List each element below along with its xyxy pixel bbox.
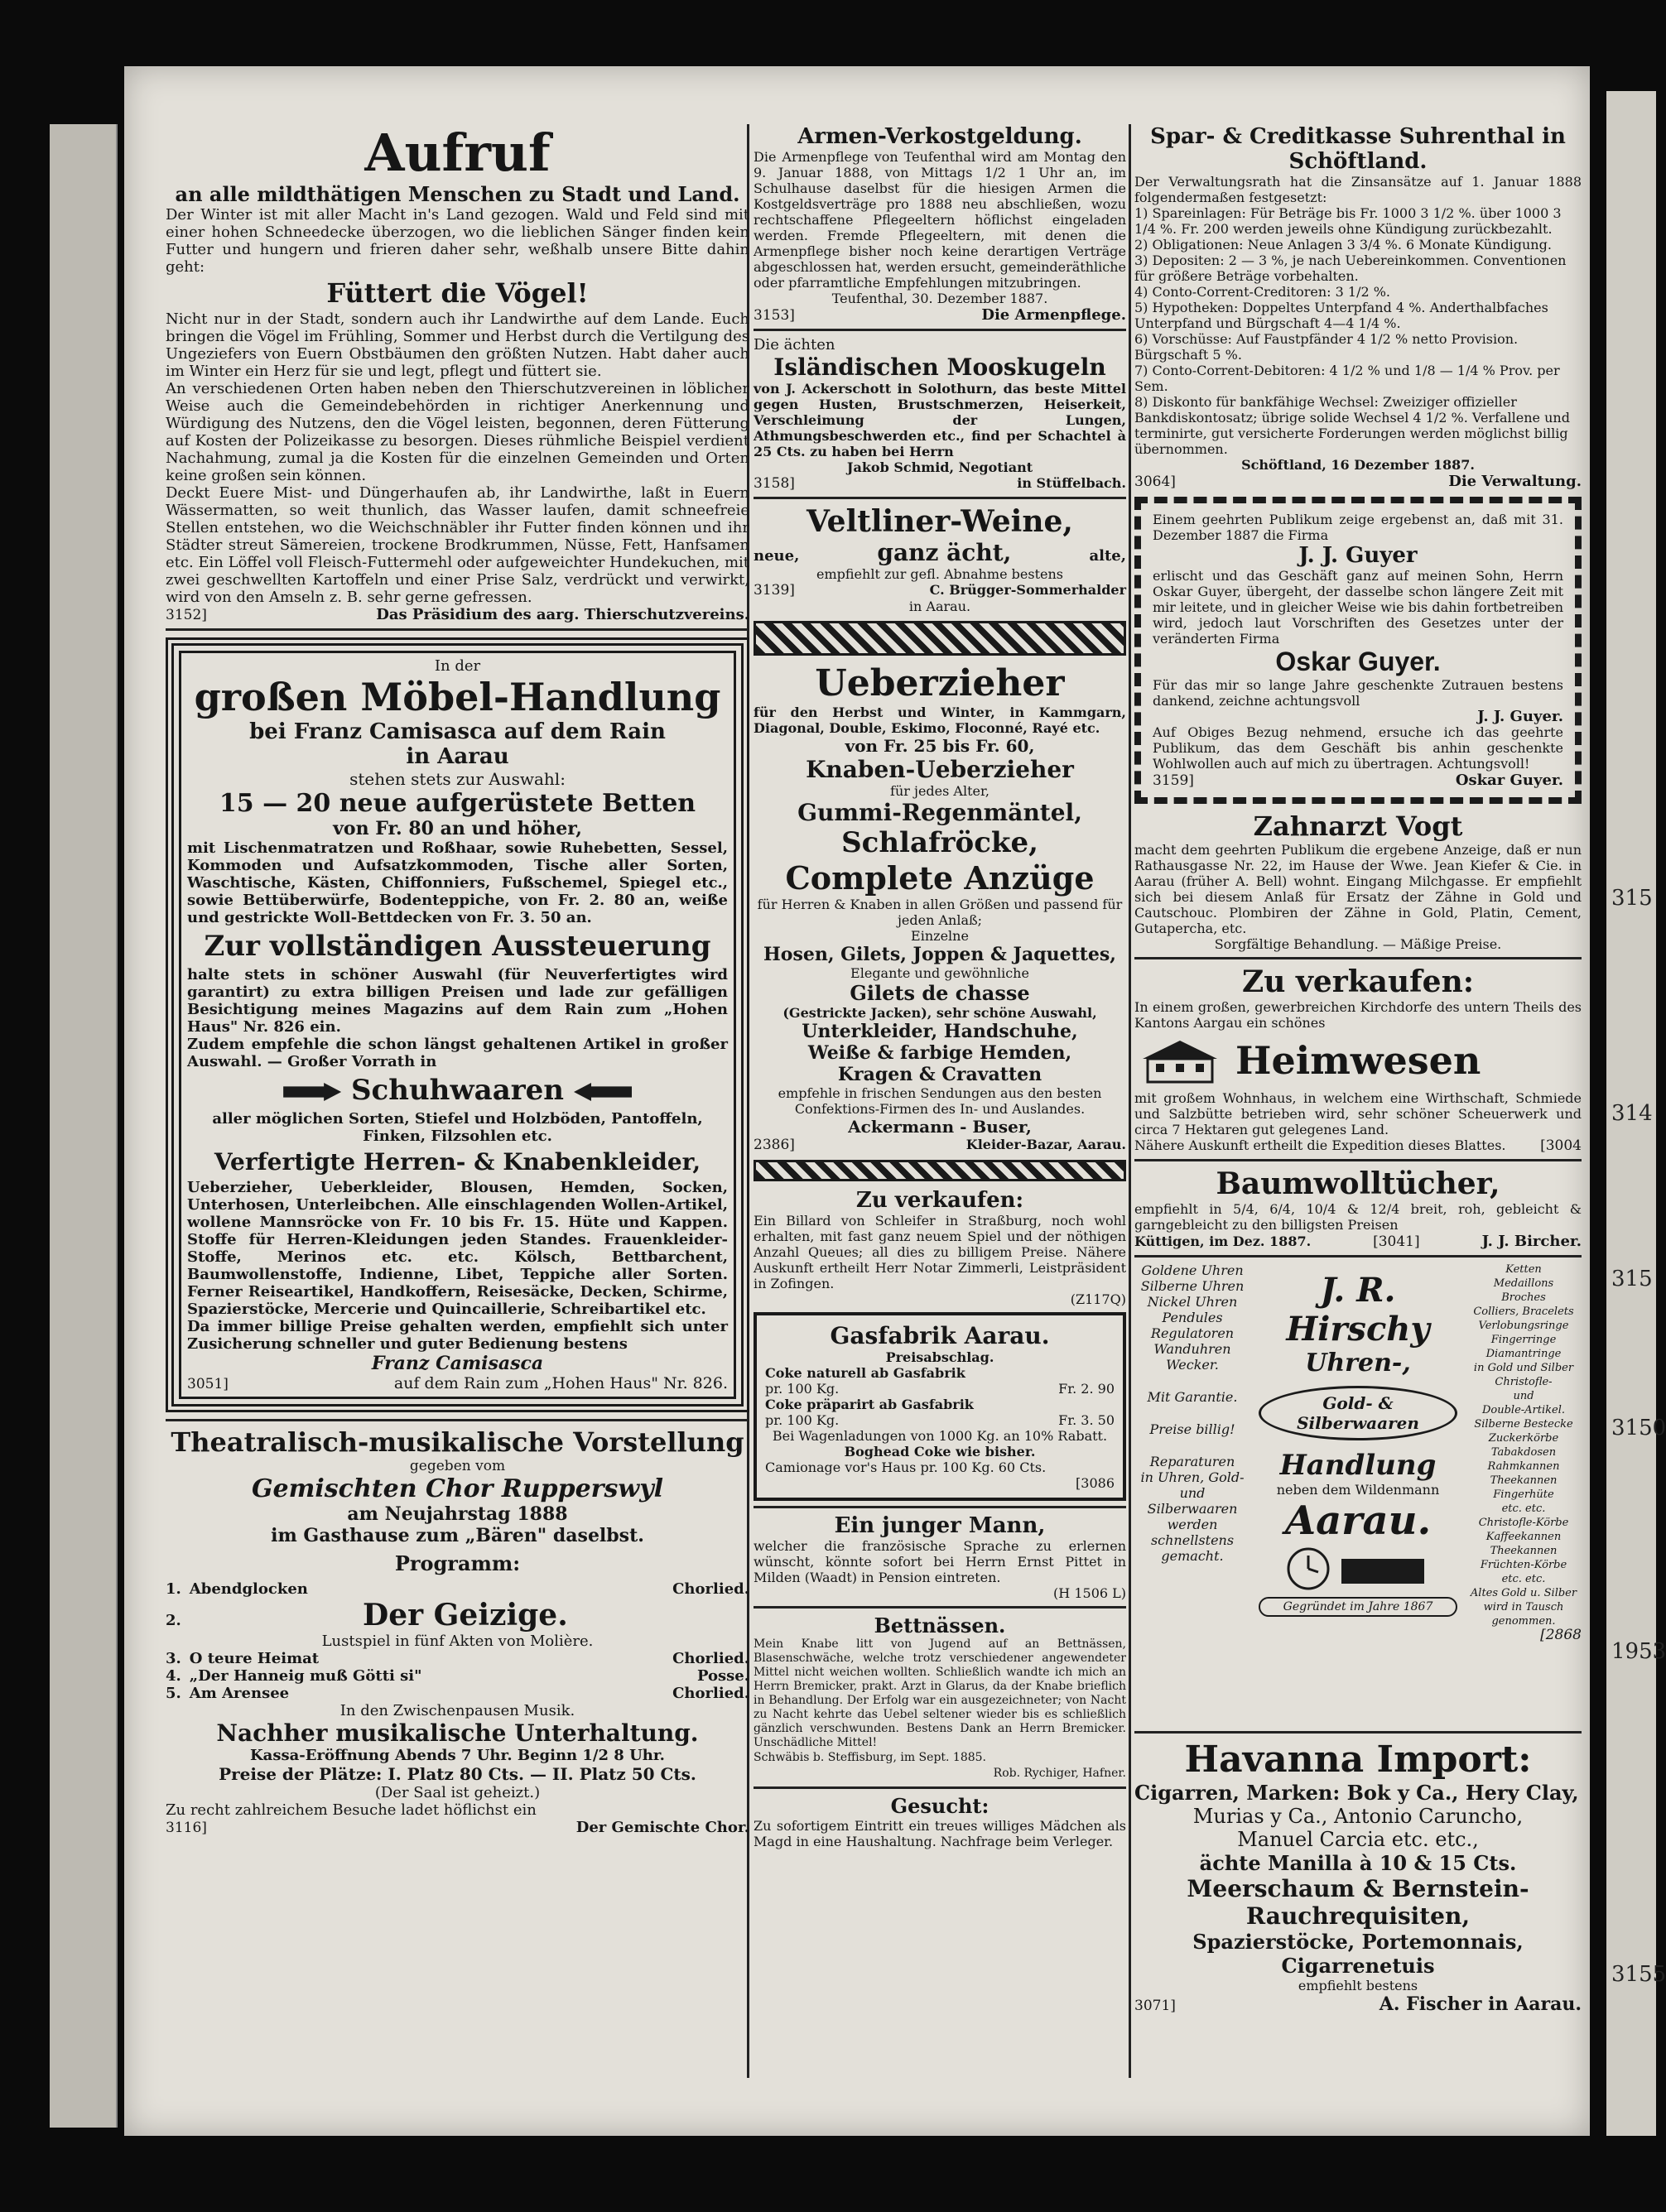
ueberzieher-suits: Complete Anzüge [785, 859, 1095, 897]
spar-item: 4) Conto-Corrent-Creditoren: 3 1/2 %. [1134, 284, 1391, 300]
veltliner-seller: C. Brügger-Sommerhalder [929, 582, 1126, 598]
havanna-title: Havanna Import: [1184, 1738, 1532, 1781]
clock-icon [1275, 1544, 1441, 1594]
armen-signature: Die Armenpflege. [981, 306, 1126, 324]
spar-intro: Der Verwaltungsrath hat die Zinsansätze auf 1. Januar 1888 folgendermaßen festgesetzt: [1134, 174, 1582, 205]
aufruf-subtitle: an alle mildthätigen Menschen zu Stadt und Land. [175, 182, 740, 206]
theater-place: im Gasthause zum „Bären" daselbst. [271, 1525, 644, 1546]
theater-after: Nachher musikalische Unterhaltung. [216, 1719, 699, 1747]
hirschy-item: und [1513, 1390, 1534, 1402]
program-note: Lustspiel in fünf Akten von Molière. [321, 1633, 594, 1650]
hirschy-item: in Gold und Silber [1473, 1362, 1574, 1374]
hirschy-item: Christofle- [1495, 1376, 1553, 1388]
billard-title: Zu verkaufen: [855, 1188, 1024, 1213]
theater-doors: Kassa-Eröffnung Abends 7 Uhr. Beginn 1/2 8 Uhr. [250, 1747, 665, 1764]
moebel-ad [166, 637, 749, 1412]
hirschy-item: Theekannen [1490, 1545, 1558, 1557]
aufruf-title: Aufruf [364, 123, 551, 183]
spar-item: 2) Obligationen: Neue Anlagen 3 3/4 %. 6 Monate Kündigung. [1134, 237, 1552, 252]
gas-row [765, 1365, 1115, 1381]
gas-discount: Bei Wagenladungen von 1000 Kg. an 10% Rabatt. [772, 1428, 1108, 1444]
ueberzieher-shirts: Weiße & farbige Hemden, [807, 1042, 1072, 1064]
program-number: 2. [166, 1612, 181, 1629]
hirschy-emblem [1259, 1271, 1457, 1617]
havanna-line: Cigarren, Marken: Bok y Ca., Hery Clay, [1134, 1781, 1579, 1805]
gas-item: pr. 100 Kg. [765, 1381, 840, 1397]
heim-body: mit großem Wohnhaus, in welchem eine Wirthschaft, Schmiede und Salzbütte betrieben wird, sehr schöner Scheuerwerk und circa 7 Hektaren gut gelegenes Land. [1134, 1090, 1582, 1137]
havanna-ad [1134, 1738, 1582, 2015]
divider [1134, 1159, 1582, 1161]
aufruf-paragraph: Deckt Euere Mist- und Düngerhaufen ab, ihr Landwirthe, laßt in Euern Wässermatten, so weit thunlich, das Wasser laufen, damit schneefreie Stellen entstehen, wo die Weichschnäbler ihr Futter finden können und ihr Städter streut Sämereien, trockene Brodkrummen, Nüsse, Fett, Hanfsamen etc. Ein Löffel voll Fleisch-Futtermehl oder aufgeweichter Hundekuchen, mit zwei geschwellten Kartoffeln und einer Prise Salz, verdrückt und verwirkt, wird von den Amseln z. B. sehr gerne gefressen. [166, 484, 749, 606]
divider [754, 497, 1126, 499]
aufruf-slogan: Füttert die Vögel! [326, 277, 589, 309]
vogt-ad [1134, 810, 1582, 952]
hirschy-item: werden [1167, 1517, 1218, 1532]
hirschy-item: Wecker. [1166, 1357, 1219, 1373]
newspaper-page [124, 66, 1590, 2136]
gas-delivery: Camionage vor's Haus pr. 100 Kg. 60 Cts. [765, 1459, 1047, 1475]
baumwoll-signer: J. J. Bircher. [1481, 1233, 1582, 1250]
pointing-hand-icon [574, 1083, 632, 1101]
vogt-foot: Sorgfältige Behandlung. — Mäßige Preise. [1214, 936, 1502, 952]
moebel-shoes-label: Schuhwaaren [350, 1074, 564, 1107]
spar-place-date: Schöftland, 16 Dezember 1887. [1241, 457, 1475, 473]
ueberzieher-items: Hosen, Gilets, Joppen & Jaquettes, [763, 944, 1116, 965]
havanna-line: Manuel Carcia etc. etc., [1237, 1828, 1479, 1851]
ad-reference: [3004 [1540, 1137, 1582, 1154]
ornamental-banner [754, 621, 1126, 656]
spar-signature: Die Verwaltung. [1448, 473, 1582, 490]
divider [754, 1506, 1126, 1508]
hirschy-item: in Uhren, Gold- [1140, 1469, 1245, 1485]
aufruf-paragraph: Nicht nur in der Stadt, sondern auch ihr Landwirthe auf dem Lande. Euch bringen die Vögel im Frühling, Sommer und Herbst durch die Vertilgung des Ungeziefers von Euern Obstbäumen den größten Nutzen. Habt daher auch im Winter ein Herz für sie und legt, pflegt und füttert sie. [166, 310, 749, 380]
previous-page-edge [50, 124, 118, 2128]
mann-title: Ein junger Mann, [834, 1513, 1046, 1538]
moos-seller: Jakob Schmid, Negotiant [846, 459, 1033, 475]
moebel-text: halte stets in schöner Auswahl (für Neuverfertigtes wird garantirt) zu extra billigen Preisen und lade zur gefälligen Besichtigung meines Magazins auf dem Rain zum „Hohen Haus" Nr. 826 ein. [187, 966, 728, 1036]
vogt-body: macht dem geehrten Publikum die ergebene Anzeige, daß er nun Rathausgasse Nr. 22, im Hause der Wwe. Jean Kiefer & Cie. in Aarau (früher A. Bell) wohnt. Eingang Milchgasse. Er empfiehlt sich bei diesem Anlaß für Ersatz der Zähne in Gold und Cautschouc. Plombiren der Zähne in Gold, Platin, Cement, Gutapercha, etc. [1134, 842, 1582, 936]
billard-ad [754, 1188, 1126, 1307]
theater-choir: Gemischten Chor Rupperswyl [251, 1474, 664, 1503]
hirschy-item: Double-Artikel. [1481, 1404, 1566, 1416]
ad-reference: 3064] [1134, 474, 1176, 490]
hirschy-item: Ketten [1505, 1263, 1542, 1276]
program-type: Chorlied. [672, 1580, 749, 1598]
hirschy-item: Goldene Uhren [1141, 1262, 1244, 1278]
heim-intro: In einem großen, gewerbreichen Kirchdorfe des untern Theils des Kantons Aargau ein schönes [1134, 999, 1582, 1031]
moebel-text: Zudem empfehle die schon längst gehaltenen Artikel in großer Auswahl. — Großer Vorrath in [187, 1036, 728, 1070]
column-1 [166, 124, 749, 1836]
bett-body: Mein Knabe litt von Jugend auf an Bettnässen, Blasenschwäche, welche trotz verschiedener angewendeter Mittel nicht weichen wollten. Schließlich wandte ich mich an Herrn Bremicker, prakt. Arzt in Glarus, da der Knabe brieflich in Behandlung. Der Erfolg war ein ausgezeichneter; von Nacht zu Nacht kehrte das Uebel seltener wieder bis es schließlich gänzlich verschwunden. Bestens Dank an Herrn Bremicker. Unschädliche Mittel! [754, 1637, 1126, 1749]
theater-interval: In den Zwischenpausen Musik. [339, 1702, 575, 1719]
hirschy-item: genommen. [1491, 1615, 1556, 1628]
gas-title: Gasfabrik Aarau. [830, 1322, 1050, 1349]
veltliner-ad [754, 504, 1126, 614]
ornamental-banner [754, 1160, 1126, 1181]
ueberzieher-body2: empfehle in frischen Sendungen aus den besten Confektions-Firmen des In- und Auslandes. [778, 1085, 1102, 1117]
ueberzieher-suits-body: für Herren & Knaben in allen Größen und passend für jeden Anlaß; [757, 897, 1123, 928]
program-number: 1. [166, 1580, 181, 1598]
ad-reference: 3158] [754, 475, 795, 492]
billard-body: Ein Billard von Schleifer in Straßburg, noch wohl erhalten, mit fast ganz neuem Spiel und der nöthigen Anzahl Queues; all dies zu billigem Preise. Nähere Auskunft ertheilt Herr Notar Zimmerli, Leistpräsident in Zofingen. [754, 1213, 1126, 1291]
divider [1134, 1731, 1582, 1734]
divider [754, 1786, 1126, 1789]
moebel-owner: bei Franz Camisasca auf dem Rain [249, 719, 666, 744]
hirschy-line: neben dem Wildenmann [1276, 1482, 1440, 1498]
edge-number: 315 [1611, 886, 1653, 911]
hirschy-item: wird in Tausch [1483, 1601, 1564, 1613]
moos-title: Isländischen Mooskugeln [773, 353, 1106, 381]
hirschy-item: Silberne Uhren [1140, 1278, 1245, 1294]
gas-price: Fr. 3. 50 [1058, 1412, 1115, 1428]
ueberzieher-knit: (Gestrickte Jacken), sehr schöne Auswahl, [782, 1005, 1097, 1021]
theater-heated: (Der Saal ist geheizt.) [374, 1784, 541, 1801]
program-title: „Der Hanneig muß Götti si" [189, 1667, 422, 1685]
hirschy-right-list [1466, 1262, 1582, 1642]
ueberzieher-collars: Kragen & Cravatten [837, 1064, 1042, 1085]
theater-given: gegeben vom [409, 1458, 506, 1474]
ueberzieher-ad [754, 662, 1126, 1153]
gas-sub: Preisabschlag. [885, 1349, 994, 1365]
gas-ad [754, 1312, 1126, 1501]
divider [1134, 1255, 1582, 1257]
moebel-beds: 15 — 20 neue aufgerüstete Betten [219, 789, 696, 818]
moos-ad [754, 336, 1126, 492]
column-rule [1129, 124, 1131, 2078]
havanna-line: Meerschaum & Bernstein-Rauchrequisiten, [1187, 1875, 1529, 1930]
ueberzieher-title: Ueberzieher [815, 662, 1065, 704]
hirschy-ad [1134, 1262, 1582, 1726]
spar-item: 7) Conto-Corrent-Debitoren: 4 1/2 % und 1/8 — 1/4 % Prov. per Sem. [1134, 363, 1560, 394]
ad-reference: 3159] [1153, 772, 1194, 789]
program-number: 3. [166, 1650, 181, 1667]
program-item [166, 1598, 749, 1633]
heim-foot: Nähere Auskunft ertheilt die Expedition dieses Blattes. [1134, 1137, 1506, 1153]
hirschy-item: schnellstens [1150, 1532, 1235, 1548]
next-page-edge [1606, 91, 1666, 2136]
program-type: Posse. [696, 1667, 749, 1685]
hirschy-item: Wanduhren [1153, 1341, 1231, 1357]
divider [166, 628, 749, 631]
veltliner-sub [754, 539, 1126, 566]
baumwoll-place: Küttigen, im Dez. 1887. [1134, 1233, 1312, 1249]
hirschy-item: etc. etc. [1501, 1573, 1546, 1585]
ueberzieher-body: für den Herbst und Winter, in Kammgarn, Diagonal, Double, Eskimo, Floconné, Rayé etc. [754, 704, 1126, 736]
ueberzieher-store: Kleider-Bazar, Aarau. [965, 1137, 1126, 1152]
hirschy-item: Früchten-Körbe [1480, 1559, 1567, 1571]
edge-number: 3150 [1611, 1416, 1666, 1440]
baumwoll-body: empfiehlt in 5/4, 6/4, 10/4 & 12/4 breit, roh, gebleicht & garngebleicht zu den billigsten Preisen [1134, 1201, 1582, 1233]
column-2 [754, 124, 1126, 1849]
guyer-newfirm: Oskar Guyer. [1275, 647, 1441, 676]
hirschy-left-list [1134, 1262, 1250, 1564]
program-title: Abendglocken [189, 1580, 308, 1598]
ad-reference: 3116] [166, 1820, 207, 1836]
program-number: 5. [166, 1685, 181, 1702]
hirschy-item: Pendules [1162, 1310, 1223, 1325]
hirschy-item: Kaffeekannen [1485, 1531, 1562, 1543]
armen-title: Armen-Verkostgeldung. [797, 124, 1082, 149]
gas-price: Fr. 2. 90 [1058, 1381, 1115, 1397]
ueberzieher-seller: Ackermann - Buser, [848, 1117, 1032, 1137]
hirschy-item: gemacht. [1161, 1548, 1224, 1564]
gesucht-ad [754, 1794, 1126, 1849]
guyer-signer2: Oskar Guyer. [1455, 772, 1563, 789]
gas-row [765, 1397, 1115, 1412]
divider [754, 329, 1126, 331]
hirschy-item: Medaillons [1493, 1277, 1554, 1290]
program-item [166, 1580, 749, 1598]
ad-reference: [2868 [1540, 1627, 1582, 1643]
moos-body: von J. Ackerschott in Solothurn, das beste Mittel gegen Husten, Brustschmerzen, Heiserkeit, Verschleimung der Lungen, Athmungsbeschwerden etc., find per Schachtel à 25 Cts. zu haben bei Herrn [754, 381, 1126, 459]
hirschy-item: Colliers, Bracelets [1473, 1306, 1574, 1318]
veltliner-place: in Aarau. [908, 599, 971, 614]
edge-number: 1953 [1611, 1639, 1666, 1664]
spar-item: 1) Spareinlagen: Für Beträge bis Fr. 1000 3 1/2 %. über 1000 3 1/4 %. Fr. 200 werden jeweils ohne Kündigung zurückbezahlt. [1134, 205, 1562, 237]
heim-ad [1134, 964, 1582, 1154]
gas-item: pr. 100 Kg. [765, 1412, 840, 1428]
havanna-line: Murias y Ca., Antonio Caruncho, [1192, 1805, 1524, 1828]
hirschy-item: etc. etc. [1501, 1503, 1546, 1515]
edge-number: 315 [1611, 1267, 1653, 1291]
aufruf-paragraph: Der Winter ist mit aller Macht in's Land gezogen. Wald und Feld sind mit einer hohen Schneedecke überzogen, wo die lieblichen Sänger finden kein Futter und hungern und frieren daher sehr, weßhalb unsere Bitte dahin geht: [166, 206, 749, 276]
heim-big: Heimwesen [1235, 1038, 1481, 1083]
moebel-stock: stehen stets zur Auswahl: [349, 769, 566, 789]
moebel-title: großen Möbel-Handlung [194, 675, 721, 719]
havanna-signer: A. Fischer in Aarau. [1379, 1993, 1582, 2015]
spar-item: 6) Vorschüsse: Auf Faustpfänder 4 1/2 % netto Provision. Bürgschaft 5 %. [1134, 331, 1519, 363]
baumwoll-title: Baumwolltücher, [1216, 1166, 1500, 1201]
moebel-price: von Fr. 80 an und höher, [333, 818, 582, 839]
hirschy-founded: Gegründet im Jahre 1867 [1259, 1597, 1457, 1617]
hirschy-line: Uhren-, [1305, 1349, 1411, 1378]
hirschy-item: Silberne Bestecke [1474, 1418, 1573, 1431]
bett-ad [754, 1613, 1126, 1782]
hirschy-item: Regulatoren [1150, 1325, 1235, 1341]
guyer-thanks: Für das mir so lange Jahre geschenkte Zutrauen bestens dankend, zeichne achtungsvoll [1153, 677, 1563, 709]
moebel-shoes [187, 1074, 728, 1107]
mann-body: welcher die französische Sprache zu erlernen wünscht, könnte sofort bei Herrn Ernst Pittet in Milden (Waadt) in Pension eintreten. [754, 1538, 1126, 1585]
hirschy-item: Fingerhüte [1493, 1488, 1554, 1501]
bett-title: Bettnässen. [874, 1613, 1006, 1637]
spar-item: 5) Hypotheken: Doppeltes Unterpfand 4 %. Anderthalbfaches Unterpfand und Bürgschaft 4—4 1/4 %. [1134, 300, 1548, 331]
spar-item: 8) Diskonto für bankfähige Wechsel: Zweiziger offizieller Bankdiskontosatz; übrige solide Wechsel 4 1/2 %. Verfallene und terminirte, gut versicherte Forderungen werden möglichst billig übernommen. [1134, 394, 1570, 457]
theater-prices: Preise der Plätze: I. Platz 80 Cts. — II. Platz 50 Cts. [219, 1764, 696, 1784]
ueberzieher-price: von Fr. 25 bis Fr. 60, [845, 736, 1035, 756]
hirschy-item: Verlobungsringe [1478, 1320, 1569, 1332]
ueberzieher-rain: Gummi-Regenmäntel, [797, 799, 1082, 826]
moebel-clothes: Verfertigte Herren- & Knabenkleider, [214, 1148, 701, 1176]
aufruf-signature: Das Präsidium des aarg. Thierschutzvereins. [376, 606, 749, 623]
ad-reference: 3139] [754, 582, 795, 599]
column-3 [1134, 124, 1582, 2015]
mann-ad [754, 1513, 1126, 1601]
guyer-intro: Einem geehrten Publikum zeige ergebenst an, daß mit 31. Dezember 1887 die Firma [1153, 512, 1563, 543]
theater-invite: Zu recht zahlreichem Besuche ladet höflichst ein [166, 1801, 537, 1819]
moebel-city: in Aarau [406, 744, 509, 769]
guyer-notice [1134, 497, 1582, 804]
theater-title: Theatralisch-musikalische Vorstellung [171, 1426, 744, 1458]
spar-item: 3) Depositen: 2 — 3 %, je nach Uebereinkommen. Conventionen für größere Beträge vorbehalten. [1134, 252, 1567, 284]
theater-ad [166, 1426, 749, 1836]
havanna-line: ächte Manilla à 10 & 15 Cts. [1199, 1851, 1517, 1875]
baumwoll-ad [1134, 1166, 1582, 1250]
program-item [166, 1667, 749, 1685]
edge-number: 3155 [1611, 1962, 1666, 1987]
ad-reference: (Z117Q) [1070, 1291, 1126, 1307]
house-icon [1134, 1036, 1225, 1085]
hirschy-item: und [1179, 1485, 1206, 1501]
program-title: O teure Heimat [189, 1650, 320, 1667]
program-type: Chorlied. [672, 1685, 749, 1702]
guyer-firm: J. J. Guyer [1298, 543, 1418, 568]
heim-banner [1134, 1036, 1582, 1085]
hirschy-item: Rahmkannen [1487, 1460, 1560, 1473]
moebel-text: Ueberzieher, Ueberkleider, Blousen, Hemden, Socken, Unterhosen, Unterleibchen. Alle einschlagenden Wollen-Artikel, wollene Mannsröcke von Fr. 10 bis Fr. 15. Hüte und Kappen. Stoffe für Herren-Kleidungen jeden Standes. Frauenkleider-Stoffe, Merinos etc. etc. Kölsch, Bettbarchent, Baumwollenstoffe, Indienne, Libet, Teppiche aller Sorten. Ferner Reiseartikel, Handkoffern, Reisesäcke, Decken, Schirme, Spazierstöcke, Mercerie und Quincaillerie, Schreibartikel etc. [187, 1179, 728, 1318]
theater-signature: Der Gemischte Chor. [575, 1819, 749, 1836]
moebel-trousseau: Zur vollständigen Aussteuerung [204, 930, 711, 963]
gesucht-title: Gesucht: [890, 1794, 989, 1818]
ueberzieher-under: Unterkleider, Handschuhe, [802, 1021, 1078, 1042]
havanna-line: empfiehlt bestens [1298, 1978, 1418, 1993]
veltliner-body: empfiehlt zur gefl. Abnahme bestens [816, 566, 1063, 582]
moos-place: in Stüffelbach. [1017, 475, 1126, 491]
moebel-text: Da immer billige Preise gehalten werden, empfiehlt sich unter Zusicherung schneller und guter Bedienung bestens [187, 1318, 728, 1353]
divider [166, 1419, 749, 1421]
ad-reference: 3071] [1134, 1998, 1176, 2014]
moebel-address: auf dem Rain zum „Hohen Haus" Nr. 826. [393, 1374, 728, 1392]
ad-reference: 3051] [187, 1376, 229, 1392]
theater-date: am Neujahrstag 1888 [347, 1503, 568, 1525]
armen-notice [754, 124, 1126, 324]
veltliner-old: alte, [1089, 547, 1126, 565]
hirschy-item: Silberwaaren [1147, 1501, 1238, 1517]
gas-boghead: Boghead Coke wie bisher. [844, 1444, 1036, 1459]
hirschy-item: Mit Garantie. [1147, 1389, 1238, 1405]
ad-reference: [3041] [1373, 1233, 1420, 1250]
bett-place: Schwäbis b. Steffisburg, im Sept. 1885. [754, 1751, 987, 1764]
moebel-text: aller möglichen Sorten, Stiefel und Holzböden, Pantoffeln, Finken, Filzsohlen etc. [212, 1110, 703, 1145]
moebel-text: mit Lischenmatratzen und Roßhaar, sowie Ruhebetten, Sessel, Kommoden und Aufsatzkommoden, Tische aller Sorten, Waschtische, Kästen, Chiffonniers, Fußschemel, Spiegel etc., sowie Bettüberwürfe, Bodenteppiche, von Fr. 2. 80 an, weiße und gestrickte Woll-Bettdecken von Fr. 3. 50 an. [187, 839, 728, 926]
gas-row [765, 1412, 1115, 1428]
hirschy-ribbon: Gold- & Silberwaaren [1259, 1386, 1457, 1440]
pointing-hand-icon [283, 1083, 341, 1101]
havanna-line: Spazierstöcke, Portemonnais, Cigarrenetuis [1192, 1930, 1524, 1978]
ueberzieher-boys: Knaben-Ueberzieher [806, 756, 1074, 783]
program-item [166, 1685, 749, 1702]
gas-row [765, 1381, 1115, 1397]
ueberzieher-ages: für jedes Alter, [890, 783, 989, 799]
edge-number: 314 [1611, 1101, 1653, 1126]
bett-signer: Rob. Rychiger, Hafner. [993, 1767, 1126, 1780]
program-type: Chorlied. [672, 1650, 749, 1667]
veltliner-title: Veltliner-Weine, [807, 504, 1073, 539]
aufruf-paragraph: An verschiedenen Orten haben neben den Thierschutzvereinen in löblicher Weise auch die Gemeindebehörden in richtiger Anerkennung und Würdigung des Nutzens, den die Vögel leisten, begonnen, deren Fütterung auf Kosten der Polizeikasse zu besorgen. Dieses rühmliche Beispiel verdient Nachahmung, zumal ja die Kosten für die einzelnen Gemeinden und Orten keine großen sein können. [166, 380, 749, 484]
program-title: Am Arensee [189, 1685, 290, 1702]
hirschy-item: Preise billig! [1149, 1421, 1235, 1437]
veltliner-new: neue, [754, 547, 800, 565]
hirschy-item: Reparaturen [1149, 1454, 1235, 1469]
armen-body: Die Armenpflege von Teufenthal wird am Montag den 9. Januar 1888, von Mittags 1/2 1 Uhr an, im Schulhause daselbst für die hiesigen Armen die Kostgeldsverträge pro 1888 neu abschließen, wozu rechtschaffene Pflegeeltern höflichst eingeladen werden. Fremde Pflegeeltern, mit denen die Armenpflege bisher noch keine derartigen Verträge abgeschlossen hat, werden ersucht, gemeinderäthliche oder pfarramtliche Empfehlungen mitzubringen. [754, 149, 1126, 291]
hirschy-item: Altes Gold u. Silber [1470, 1587, 1577, 1599]
gesucht-body: Zu sofortigem Eintritt ein treues williges Mädchen als Magd in eine Haushaltung. Nachfrage beim Verleger. [754, 1818, 1126, 1849]
moos-pre: Die ächten [754, 336, 835, 353]
gas-item: Coke naturell ab Gasfabrik [765, 1365, 965, 1381]
hirschy-city: Aarau. [1284, 1498, 1432, 1544]
guyer-body: erlischt und das Geschäft ganz auf meinen Sohn, Herrn Oskar Guyer, übergeht, der dasselbe schon längere Zeit mit mir leitete, und in gleicher Weise wie bis dahin fortbetreiben wird, jedoch laut Vorschriften des Gesetzes unter der veränderten Firma [1153, 568, 1563, 647]
hirschy-line: Handlung [1279, 1449, 1437, 1482]
hirschy-item: Fingerringe [1490, 1334, 1557, 1346]
program-number: 4. [166, 1667, 181, 1685]
ad-reference: 2386] [754, 1137, 795, 1153]
divider [754, 1606, 1126, 1609]
guyer-body2: Auf Obiges Bezug nehmend, ersuche ich das geehrte Publikum, das dem Geschäft bis anhin geschenkte Wohlwollen auch auf mich zu übertragen. Achtungsvoll! [1153, 724, 1563, 772]
hirschy-item: Tabakdosen [1490, 1446, 1557, 1459]
ad-reference: (H 1506 L) [1053, 1585, 1126, 1601]
hirschy-item: Broches [1501, 1291, 1546, 1304]
program-item [166, 1650, 749, 1667]
ad-reference: 3153] [754, 307, 795, 324]
hirschy-item: Diamantringe [1485, 1348, 1562, 1360]
heim-title: Zu verkaufen: [1241, 964, 1475, 999]
hirschy-item: Theekannen [1490, 1474, 1558, 1487]
program-label: Programm: [394, 1551, 521, 1575]
guyer-signer1: J. J. Guyer. [1477, 708, 1563, 725]
ad-reference: 3152] [166, 607, 207, 623]
divider [1134, 957, 1582, 959]
veltliner-genuine: ganz ächt, [877, 539, 1012, 566]
hirschy-item: Nickel Uhren [1147, 1294, 1238, 1310]
ueberzieher-elegant: Elegante und gewöhnliche [850, 965, 1029, 981]
moebel-signer: Franz Camisasca [371, 1353, 544, 1374]
program-title: Der Geizige. [363, 1598, 568, 1633]
hirschy-item: Zuckerkörbe [1488, 1432, 1559, 1445]
spar-title: Spar- & Creditkasse Suhrenthal in Schöftland. [1150, 124, 1566, 174]
ueberzieher-single: Einzelne [911, 928, 969, 944]
gas-item: Coke präparirt ab Gasfabrik [765, 1397, 974, 1412]
armen-place-date: Teufenthal, 30. Dezember 1887. [831, 291, 1048, 306]
ueberzieher-robes: Schlafröcke, [841, 826, 1038, 859]
hirschy-name: J. R. Hirschy [1286, 1271, 1430, 1349]
spar-ad [1134, 124, 1582, 490]
aufruf-notice [166, 124, 749, 623]
vogt-title: Zahnarzt Vogt [1253, 810, 1463, 842]
ueberzieher-chasse: Gilets de chasse [850, 981, 1030, 1005]
ad-reference: [3086 [1076, 1475, 1115, 1491]
moebel-intro: In der [434, 657, 481, 675]
hirschy-item: Christofle-Körbe [1478, 1517, 1569, 1529]
